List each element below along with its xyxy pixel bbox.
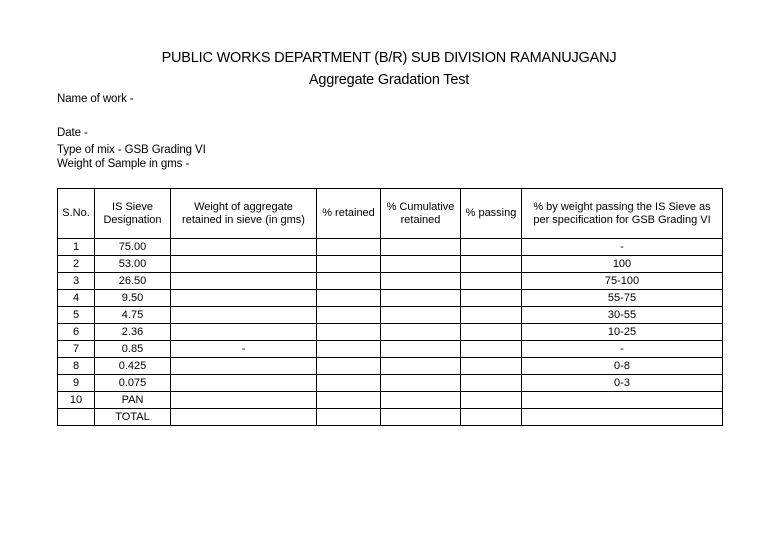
table-row (58, 392, 723, 409)
cell-sieve: 0.075 (95, 375, 171, 392)
cell-sno: 2 (58, 256, 95, 273)
cell-sno: 3 (58, 273, 95, 290)
cell-spec: 30-55 (522, 307, 723, 324)
cell-spec: 75-100 (522, 273, 723, 290)
cell-passing (461, 409, 522, 426)
cell-weight (171, 239, 317, 256)
cell-cumulative (381, 358, 461, 375)
cell-sno: 8 (58, 358, 95, 375)
cell-weight (171, 358, 317, 375)
cell-sno: 10 (58, 392, 95, 409)
cell-weight (171, 256, 317, 273)
cell-spec: - (522, 341, 723, 358)
cell-sno: 9 (58, 375, 95, 392)
cell-weight (171, 307, 317, 324)
cell-sieve: 53.00 (95, 256, 171, 273)
cell-passing (461, 273, 522, 290)
table-row (58, 290, 723, 307)
cell-sieve: 4.75 (95, 307, 171, 324)
cell-cumulative (381, 324, 461, 341)
cell-cumulative (381, 392, 461, 409)
cell-sno (58, 409, 95, 426)
cell-retained (317, 290, 381, 307)
table-header-row (58, 189, 723, 239)
cell-sieve: TOTAL (95, 409, 171, 426)
table-row (58, 375, 723, 392)
table-row (58, 358, 723, 375)
cell-passing (461, 392, 522, 409)
cell-sno: 6 (58, 324, 95, 341)
page-title: PUBLIC WORKS DEPARTMENT (B/R) SUB DIVISION RAMANUJGANJ (161, 50, 617, 66)
cell-spec: 100 (522, 256, 723, 273)
header-sieve-designation: IS Sieve Designation (95, 189, 171, 239)
cell-spec (522, 392, 723, 409)
cell-sieve: 0.85 (95, 341, 171, 358)
cell-retained (317, 392, 381, 409)
table-row (58, 256, 723, 273)
cell-weight (171, 392, 317, 409)
cell-cumulative (381, 239, 461, 256)
gradation-table (57, 188, 723, 426)
cell-spec: 55-75 (522, 290, 723, 307)
cell-cumulative (381, 409, 461, 426)
table-row (58, 341, 723, 358)
name-of-work-label: Name of work - (57, 93, 134, 105)
cell-spec (522, 409, 723, 426)
table-row (58, 239, 723, 256)
type-of-mix-label: Type of mix - GSB Grading VI (57, 144, 206, 156)
header-sno: S.No. (58, 189, 95, 239)
cell-sno: 1 (58, 239, 95, 256)
cell-sieve: PAN (95, 392, 171, 409)
cell-cumulative (381, 273, 461, 290)
cell-retained (317, 341, 381, 358)
cell-spec: 0-8 (522, 358, 723, 375)
cell-retained (317, 307, 381, 324)
cell-weight: - (171, 341, 317, 358)
cell-spec: 10-25 (522, 324, 723, 341)
page-subtitle: Aggregate Gradation Test (308, 72, 470, 88)
table-row (58, 324, 723, 341)
cell-weight (171, 273, 317, 290)
cell-spec: 0-3 (522, 375, 723, 392)
cell-sieve: 75.00 (95, 239, 171, 256)
table-total-row (58, 409, 723, 426)
cell-sno: 5 (58, 307, 95, 324)
cell-passing (461, 239, 522, 256)
cell-passing (461, 307, 522, 324)
weight-of-sample-label: Weight of Sample in gms - (57, 158, 190, 170)
cell-retained (317, 375, 381, 392)
cell-cumulative (381, 375, 461, 392)
header-percent-passing: % passing (461, 189, 522, 239)
cell-sno: 4 (58, 290, 95, 307)
cell-sieve: 2.36 (95, 324, 171, 341)
cell-retained (317, 256, 381, 273)
cell-cumulative (381, 341, 461, 358)
cell-cumulative (381, 290, 461, 307)
header-cumulative-retained: % Cumulative retained (381, 189, 461, 239)
header-specification: % by weight passing the IS Sieve as per specification for GSB Grading VI (522, 189, 723, 239)
cell-spec: - (522, 239, 723, 256)
cell-passing (461, 290, 522, 307)
cell-passing (461, 375, 522, 392)
cell-retained (317, 324, 381, 341)
date-label: Date - (57, 127, 88, 139)
table-row (58, 273, 723, 290)
cell-passing (461, 358, 522, 375)
cell-cumulative (381, 307, 461, 324)
cell-weight (171, 290, 317, 307)
cell-passing (461, 324, 522, 341)
cell-sieve: 9.50 (95, 290, 171, 307)
header-weight-retained: Weight of aggregate retained in sieve (in gms) (171, 189, 317, 239)
cell-retained (317, 239, 381, 256)
header-percent-retained: % retained (317, 189, 381, 239)
table-row (58, 307, 723, 324)
cell-sieve: 26.50 (95, 273, 171, 290)
cell-weight (171, 375, 317, 392)
cell-cumulative (381, 256, 461, 273)
cell-sieve: 0.425 (95, 358, 171, 375)
cell-retained (317, 273, 381, 290)
cell-weight (171, 409, 317, 426)
cell-passing (461, 256, 522, 273)
cell-sno: 7 (58, 341, 95, 358)
cell-weight (171, 324, 317, 341)
cell-retained (317, 358, 381, 375)
cell-passing (461, 341, 522, 358)
cell-retained (317, 409, 381, 426)
